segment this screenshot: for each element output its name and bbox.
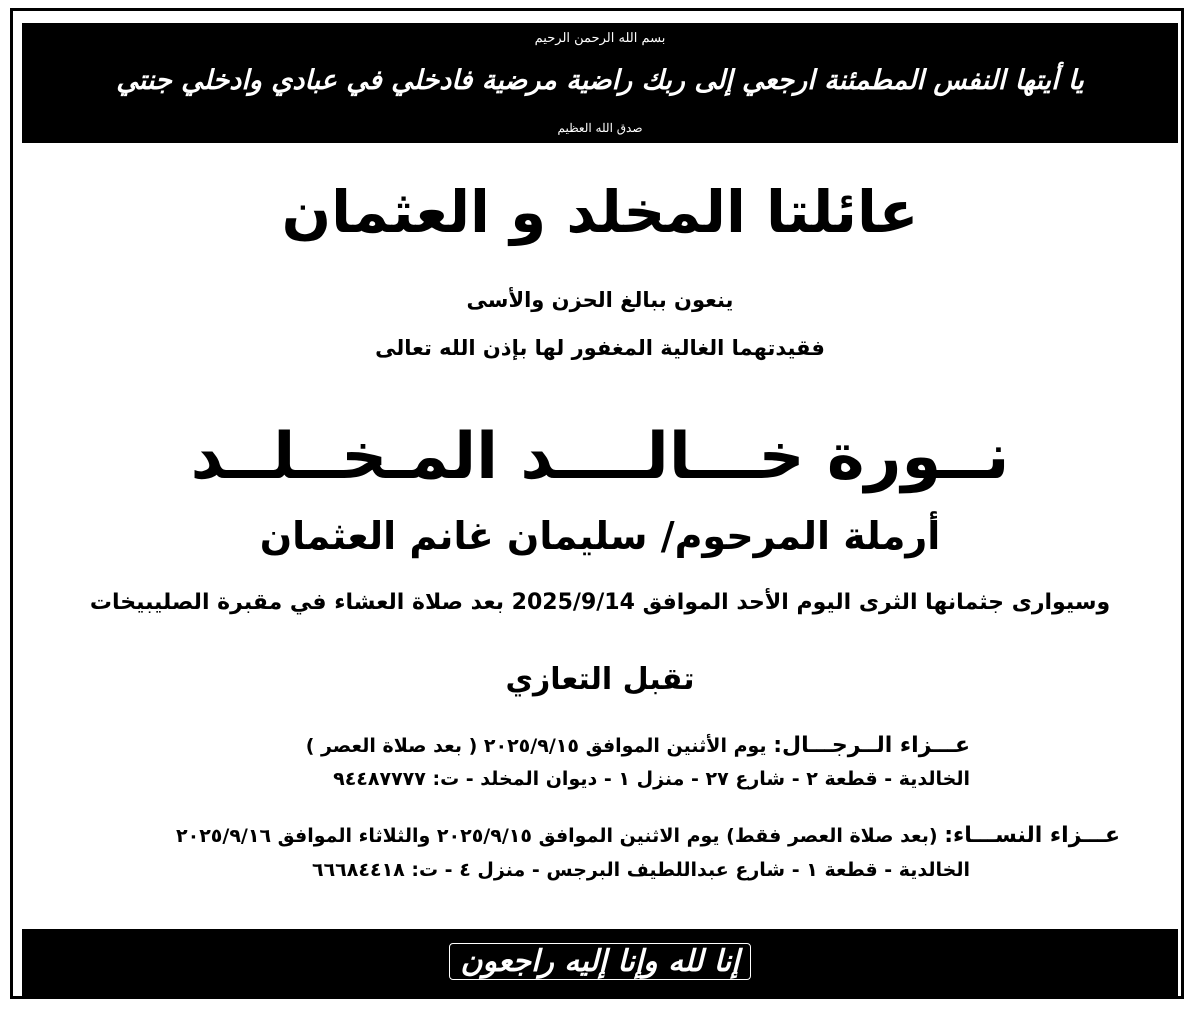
families-title: عائلتا المخلد و العثمان bbox=[281, 178, 919, 246]
men-condolence-address: الخالدية - قطعة ٢ - شارع ٢٧ - منزل ١ - ديوان المخلد - ت: ٩٤٤٨٧٧٧٧ bbox=[333, 768, 970, 790]
men-condolence-time: يوم الأثنين الموافق ٢٠٢٥/٩/١٥ ( بعد صلاة العصر ) bbox=[305, 735, 767, 757]
basmala-text: بسم الله الرحمن الرحيم bbox=[534, 31, 666, 46]
closing-phrase: إنا لله وإنا إليه راجعون bbox=[449, 943, 750, 980]
mourning-line: ينعون ببالغ الحزن والأسى bbox=[466, 288, 734, 312]
men-condolence-label: عـــزاء الــرجـــال: bbox=[773, 733, 970, 758]
deceased-name: نــورة خـــالــــد المـخــلــد bbox=[190, 420, 1010, 494]
burial-details: وسيوارى جثمانها الثرى اليوم الأحد الموافق 2025/9/14 بعد صلاة العشاء في مقبرة الصليبيخات bbox=[89, 590, 1111, 615]
women-condolence-label: عـــزاء النســـاء: bbox=[944, 823, 1120, 848]
men-condolence-line bbox=[306, 733, 970, 758]
quran-verse: يا أيتها النفس المطمئنة ارجعي إلى ربك راضية مرضية فادخلي في عبادي وادخلي جنتي bbox=[116, 65, 1084, 96]
footer-banner bbox=[22, 929, 1178, 999]
condolences-title: تقبل التعازي bbox=[505, 662, 695, 697]
widow-of-line: أرملة المرحوم/ سليمان غانم العثمان bbox=[259, 514, 941, 558]
verse-closing: صدق الله العظيم bbox=[557, 121, 643, 135]
loss-line: فقيدتهما الغالية المغفور لها بإذن الله تعالى bbox=[375, 336, 825, 360]
header-banner bbox=[22, 23, 1178, 143]
women-condolence-address: الخالدية - قطعة ١ - شارع عبداللطيف البرجس - منزل ٤ - ت: ٦٦٦٨٤٤١٨ bbox=[311, 859, 970, 881]
women-condolence-time: (بعد صلاة العصر فقط) يوم الاثنين الموافق ٢٠٢٥/٩/١٥ والثلاثاء الموافق ٢٠٢٥/٩/١٦ bbox=[176, 825, 938, 847]
notice-frame bbox=[10, 8, 1184, 999]
women-condolence-line bbox=[176, 823, 1120, 848]
